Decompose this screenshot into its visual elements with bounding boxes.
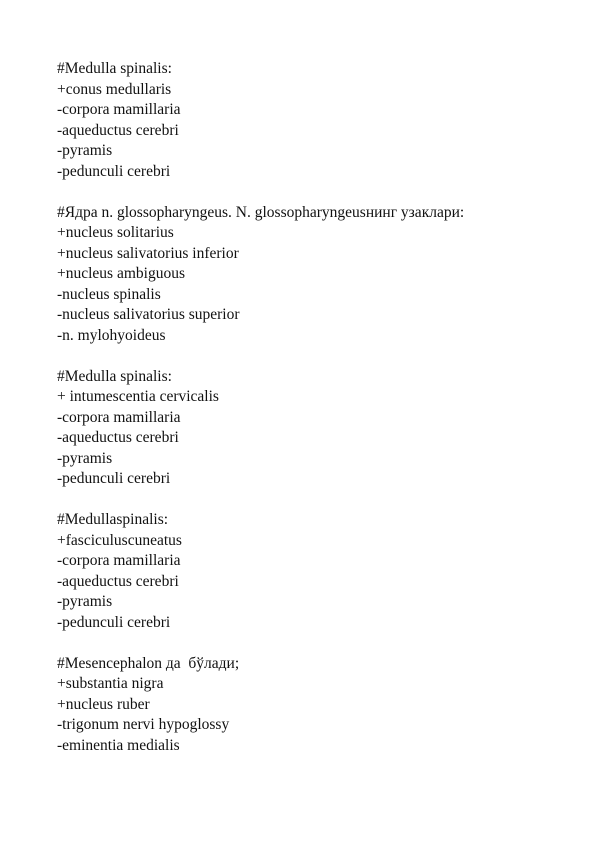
question-block bbox=[57, 654, 577, 757]
question-prompt: #Medullaspinalis: bbox=[57, 511, 169, 528]
answer-option: -n. mylohyoideus bbox=[57, 326, 166, 344]
question-block bbox=[57, 59, 577, 182]
answer-option: +conus medullaris bbox=[57, 80, 172, 98]
answer-option: -nucleus salivatorius superior bbox=[57, 306, 240, 323]
answer-option: +nucleus salivatorius inferior bbox=[57, 244, 239, 262]
question-prompt: #Ядра n. glossopharyngeus. N. glossopharyngeusнинг узаклари: bbox=[57, 203, 465, 221]
answer-option: +nucleus solitarius bbox=[57, 224, 174, 241]
question-prompt: #Mesencephalon да бўлади; bbox=[57, 654, 240, 672]
answer-option: -pyramis bbox=[57, 593, 113, 610]
answer-option: + intumescentia cervicalis bbox=[57, 388, 219, 405]
question-block bbox=[57, 367, 577, 490]
answer-option: -aqueductus cerebri bbox=[57, 121, 179, 139]
answer-option: +fasciculuscuneatus bbox=[57, 531, 182, 549]
answer-option: -trigonum nervi hypoglossy bbox=[57, 716, 230, 733]
answer-option: +substantia nigra bbox=[57, 675, 164, 692]
answer-option: -pyramis bbox=[57, 142, 113, 159]
answer-option: -corpora mamillaria bbox=[57, 552, 181, 569]
question-block bbox=[57, 510, 577, 633]
answer-option: -pedunculi cerebri bbox=[57, 613, 171, 631]
question-block bbox=[57, 203, 577, 347]
question-prompt: #Medulla spinalis: bbox=[57, 60, 172, 77]
answer-option: -pedunculi cerebri bbox=[57, 470, 171, 487]
answer-option: -eminentia medialis bbox=[57, 736, 180, 754]
answer-option: +nucleus ambiguous bbox=[57, 265, 185, 282]
answer-option: -pedunculi cerebri bbox=[57, 162, 171, 180]
answer-option: -corpora mamillaria bbox=[57, 408, 181, 426]
answer-option: -aqueductus cerebri bbox=[57, 572, 179, 590]
document-content bbox=[57, 59, 577, 777]
question-prompt: #Medulla spinalis: bbox=[57, 367, 172, 385]
answer-option: -pyramis bbox=[57, 449, 113, 467]
answer-option: +nucleus ruber bbox=[57, 695, 150, 713]
answer-option: -nucleus spinalis bbox=[57, 285, 161, 303]
answer-option: -aqueductus cerebri bbox=[57, 429, 179, 446]
answer-option: -corpora mamillaria bbox=[57, 101, 181, 118]
